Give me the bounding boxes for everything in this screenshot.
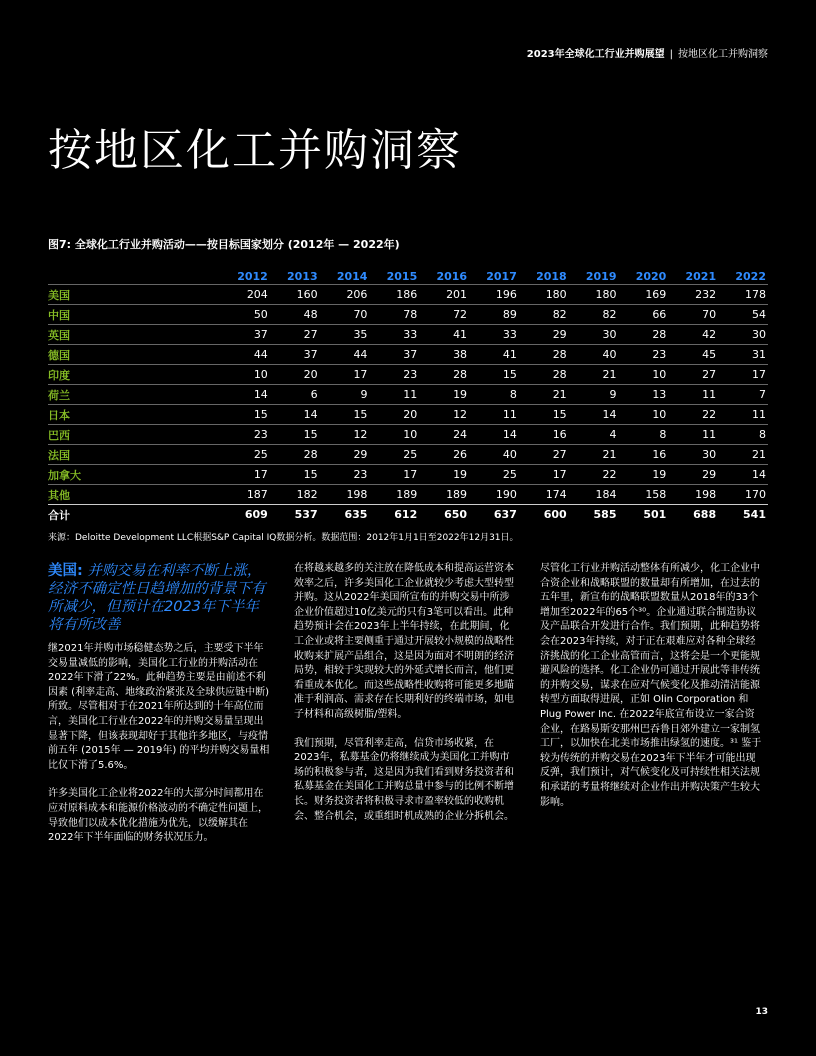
country-label: 德国 <box>48 345 220 365</box>
table-cell: 182 <box>270 485 320 505</box>
table-cell: 30 <box>718 325 768 345</box>
table-cell: 89 <box>469 305 519 325</box>
table-cell: 189 <box>419 485 469 505</box>
table-cell: 28 <box>519 365 569 385</box>
table-cell: 637 <box>469 505 519 525</box>
table-cell: 27 <box>668 365 718 385</box>
table-cell: 40 <box>469 445 519 465</box>
table-cell: 180 <box>519 285 569 305</box>
table-cell: 17 <box>519 465 569 485</box>
country-label: 加拿大 <box>48 465 220 485</box>
table-cell: 82 <box>569 305 619 325</box>
country-label: 中国 <box>48 305 220 325</box>
table-cell: 11 <box>668 385 718 405</box>
table-cell: 15 <box>270 425 320 445</box>
year-header: 2019 <box>585 269 617 283</box>
table-cell: 170 <box>718 485 768 505</box>
table-cell: 26 <box>419 445 469 465</box>
table-row <box>48 465 768 485</box>
table-cell: 27 <box>270 325 320 345</box>
country-label: 合计 <box>48 505 220 525</box>
table-cell: 585 <box>569 505 619 525</box>
table-cell: 50 <box>220 305 270 325</box>
country-label: 其他 <box>48 485 220 505</box>
table-cell: 22 <box>668 405 718 425</box>
table-cell: 14 <box>220 385 270 405</box>
table-cell: 14 <box>469 425 519 445</box>
table-cell: 70 <box>320 305 370 325</box>
paragraph: 在将越来越多的关注放在降低成本和提高运营资本效率之后，许多美国化工企业就较少考虑大型转型并购。这从2022年美国所宣布的并购交易中所涉企业价值超过10亿美元的只有3笔可以看出。此种趋势预计会在2023年上半年持续，在此期间，化工企业或将主要侧重于通过开展较小规模的战略性收购来扩展产品组合，这是因为面对不明朗的经济局势，相较于实现较大的外延式增长而言，他们更看重成本优化。而这些战略性收购将可能更多地瞄准于利润高、需求存在长期利好的终端市场，如电子材料和高级树脂/塑料。 <box>294 563 514 720</box>
mna-table <box>48 268 768 524</box>
table-cell: 8 <box>718 425 768 445</box>
table-cell: 37 <box>369 345 419 365</box>
table-cell: 17 <box>320 365 370 385</box>
table-cell: 190 <box>469 485 519 505</box>
paragraph: 许多美国化工企业将2022年的大部分时间都用在应对原料成本和能源价格波动的不确定性问题上，导致他们以成本优化措施为优先，以缓解其在2022年下半年面临的财务状况压力。 <box>48 788 268 844</box>
table-cell: 184 <box>569 485 619 505</box>
year-header: 2014 <box>336 269 368 283</box>
table-cell: 82 <box>519 305 569 325</box>
table-cell: 16 <box>519 425 569 445</box>
table-cell: 24 <box>419 425 469 445</box>
table-cell: 609 <box>220 505 270 525</box>
table-cell: 17 <box>220 465 270 485</box>
table-cell: 27 <box>519 445 569 465</box>
table-cell: 78 <box>369 305 419 325</box>
header-separator: | <box>669 49 673 60</box>
table-cell: 186 <box>369 285 419 305</box>
highlight-label: 美国: <box>48 563 83 579</box>
table-cell: 160 <box>270 285 320 305</box>
table-cell: 14 <box>270 405 320 425</box>
table-cell: 28 <box>619 325 669 345</box>
table-cell: 48 <box>270 305 320 325</box>
country-label: 荷兰 <box>48 385 220 405</box>
table-cell: 9 <box>569 385 619 405</box>
figure-title: 图7: 全球化工行业并购活动——按目标国家划分 (2012年 — 2022年) <box>48 238 400 251</box>
table-row <box>48 425 768 445</box>
country-label: 巴西 <box>48 425 220 445</box>
table-cell: 45 <box>668 345 718 365</box>
table-row <box>48 445 768 465</box>
table-cell: 25 <box>369 445 419 465</box>
table-cell: 178 <box>718 285 768 305</box>
country-label: 英国 <box>48 325 220 345</box>
country-label: 美国 <box>48 285 220 305</box>
table-cell: 17 <box>369 465 419 485</box>
table-cell: 30 <box>569 325 619 345</box>
table-cell: 15 <box>469 365 519 385</box>
table-cell: 15 <box>320 405 370 425</box>
table-cell: 35 <box>320 325 370 345</box>
table-cell: 41 <box>469 345 519 365</box>
table-header-row <box>48 268 768 285</box>
table-cell: 20 <box>270 365 320 385</box>
table-cell: 10 <box>369 425 419 445</box>
table-cell: 20 <box>369 405 419 425</box>
table-cell: 204 <box>220 285 270 305</box>
table-cell: 21 <box>519 385 569 405</box>
table-cell: 10 <box>619 405 669 425</box>
table-cell: 22 <box>569 465 619 485</box>
table-cell: 198 <box>320 485 370 505</box>
table-cell: 206 <box>320 285 370 305</box>
table-cell: 187 <box>220 485 270 505</box>
table-cell: 42 <box>668 325 718 345</box>
figure-source: 来源：Deloitte Development LLC根据S&P Capital IQ数据分析。数据范围：2012年1月1日至2022年12月31日。 <box>48 533 519 543</box>
table-cell: 21 <box>718 445 768 465</box>
paragraph: 继2021年并购市场稳健态势之后，主要受下半年交易量减低的影响，美国化工行业的并购活动在2022年下滑了22%。此种趋势主要是由前述不利因素 (利率走高、地缘政治紧张及全球供应链中断) 所致。尽管相对于在2021年所达到的十年高位而言，美国化工行业在2022年的并购交易量呈现出显著下降，但该表现却好于其他许多地区，与疫情前五年 (2015年 — 2019年) 的平均并购交易量相比仅下滑了5.6%。 <box>48 643 270 771</box>
table-cell: 14 <box>718 465 768 485</box>
report-header <box>527 45 768 60</box>
table-cell: 6 <box>270 385 320 405</box>
table-cell: 14 <box>569 405 619 425</box>
table-cell: 41 <box>419 325 469 345</box>
table-cell: 11 <box>718 405 768 425</box>
table-row <box>48 345 768 365</box>
table-cell: 44 <box>320 345 370 365</box>
table-cell: 15 <box>519 405 569 425</box>
report-title: 2023年全球化工行业并购展望 <box>526 49 665 60</box>
table-cell: 23 <box>220 425 270 445</box>
table-cell: 650 <box>419 505 469 525</box>
table-row <box>48 505 768 525</box>
table-cell: 38 <box>419 345 469 365</box>
table-cell: 541 <box>718 505 768 525</box>
table-cell: 11 <box>469 405 519 425</box>
table-cell: 10 <box>220 365 270 385</box>
table-cell: 232 <box>668 285 718 305</box>
table-cell: 169 <box>619 285 669 305</box>
year-header: 2021 <box>685 269 717 283</box>
year-header: 2022 <box>735 269 766 283</box>
country-label: 日本 <box>48 405 220 425</box>
table-cell: 174 <box>519 485 569 505</box>
highlight-text: 并购交易在利率不断上涨，经济不确定性日趋增加的背景下有所减少，但预计在2023年下半年将有所改善 <box>48 563 266 633</box>
year-header: 2015 <box>386 269 418 283</box>
paragraph: 我们预期，尽管利率走高，信贷市场收紧，在2023年，私募基金仍将继续成为美国化工并购市场的积极参与者，这是因为我们看到财务投资者和私募基金在美国化工并购总量中参与的比例不断增长。财务投资者将积极寻求市盈率较低的收购机会、整合机会，或重组时机成熟的企业分拆机会。 <box>294 737 514 822</box>
table-cell: 196 <box>469 285 519 305</box>
table-cell: 19 <box>619 465 669 485</box>
table-cell: 31 <box>718 345 768 365</box>
table-cell: 501 <box>619 505 669 525</box>
page-title: 按地区化工并购洞察 <box>48 125 462 176</box>
table-cell: 70 <box>668 305 718 325</box>
table-cell: 25 <box>469 465 519 485</box>
table-cell: 40 <box>569 345 619 365</box>
table-row <box>48 365 768 385</box>
page-number: 13 <box>755 1007 768 1017</box>
year-header: 2012 <box>237 269 268 283</box>
table-cell: 15 <box>220 405 270 425</box>
table-cell: 198 <box>668 485 718 505</box>
table-header-blank <box>48 268 220 285</box>
table-cell: 17 <box>718 365 768 385</box>
year-header: 2020 <box>635 269 667 283</box>
table-cell: 54 <box>718 305 768 325</box>
table-cell: 8 <box>469 385 519 405</box>
table-cell: 635 <box>320 505 370 525</box>
table-cell: 688 <box>668 505 718 525</box>
year-header: 2016 <box>436 269 468 283</box>
section-title: 按地区化工并购洞察 <box>678 49 768 60</box>
table-cell: 29 <box>320 445 370 465</box>
table-cell: 28 <box>519 345 569 365</box>
table-row <box>48 485 768 505</box>
table-row <box>48 285 768 305</box>
table-cell: 12 <box>419 405 469 425</box>
table-cell: 23 <box>320 465 370 485</box>
text-column-2 <box>294 562 518 838</box>
table-cell: 66 <box>619 305 669 325</box>
table-cell: 9 <box>320 385 370 405</box>
table-cell: 33 <box>369 325 419 345</box>
table-cell: 25 <box>220 445 270 465</box>
table-cell: 13 <box>619 385 669 405</box>
highlight-heading <box>48 562 272 634</box>
table-cell: 21 <box>569 445 619 465</box>
table-cell: 158 <box>619 485 669 505</box>
table-cell: 10 <box>619 365 669 385</box>
table-cell: 537 <box>270 505 320 525</box>
table-cell: 8 <box>619 425 669 445</box>
table-cell: 29 <box>519 325 569 345</box>
table-cell: 12 <box>320 425 370 445</box>
table-cell: 11 <box>668 425 718 445</box>
table-cell: 189 <box>369 485 419 505</box>
table-cell: 600 <box>519 505 569 525</box>
table-cell: 29 <box>668 465 718 485</box>
table-cell: 28 <box>270 445 320 465</box>
table-cell: 72 <box>419 305 469 325</box>
table-cell: 37 <box>270 345 320 365</box>
table-cell: 7 <box>718 385 768 405</box>
table-cell: 180 <box>569 285 619 305</box>
table-cell: 23 <box>369 365 419 385</box>
table-cell: 11 <box>369 385 419 405</box>
table-cell: 612 <box>369 505 419 525</box>
table-cell: 21 <box>569 365 619 385</box>
table-cell: 33 <box>469 325 519 345</box>
table-cell: 23 <box>619 345 669 365</box>
country-label: 法国 <box>48 445 220 465</box>
country-label: 印度 <box>48 365 220 385</box>
year-header: 2017 <box>486 269 517 283</box>
table-body <box>48 285 768 525</box>
text-column-3 <box>540 562 764 824</box>
paragraph: 尽管化工行业并购活动整体有所减少，化工企业中合资企业和战略联盟的数量却有所增加，在过去的五年里，新宣布的战略联盟数量从2018年的33个增加至2022年的65个³⁰。企业通过联合制造协议及产品联合开发进行合作。我们预期，此种趋势将会在2023年持续，对于正在艰难应对各种全球经济挑战的化工企业高管而言，这将会是一个更能规避风险的选择。化工企业仍可通过开展此等非传统的并购交易，谋求在应对气候变化及推动清洁能源转型方面取得进展，正如 Olin Corporation 和 Plug Power Inc. 在2022年底宣布设立一家合资企业，在路易斯安那州巴吞鲁日郊外建立一家制氢工厂，以加快在北美市场推出绿氢的速度。³¹ 鉴于较为传统的并购交易在2023年下半年才可能出现反弹，我们预计，对气候变化及可持续性相关法规和承诺的考量将继续对企业作出并购决策产生较大影响。 <box>540 563 762 808</box>
table-cell: 19 <box>419 465 469 485</box>
table-cell: 30 <box>668 445 718 465</box>
table-row <box>48 305 768 325</box>
year-header: 2018 <box>536 269 567 283</box>
table-row <box>48 325 768 345</box>
table-cell: 37 <box>220 325 270 345</box>
table-row <box>48 405 768 425</box>
table-cell: 44 <box>220 345 270 365</box>
table-cell: 19 <box>419 385 469 405</box>
table-cell: 16 <box>619 445 669 465</box>
table-row <box>48 385 768 405</box>
text-column-1 <box>48 562 272 860</box>
year-header: 2013 <box>287 269 318 283</box>
table-cell: 201 <box>419 285 469 305</box>
table-cell: 28 <box>419 365 469 385</box>
table-cell: 4 <box>569 425 619 445</box>
table-cell: 15 <box>270 465 320 485</box>
